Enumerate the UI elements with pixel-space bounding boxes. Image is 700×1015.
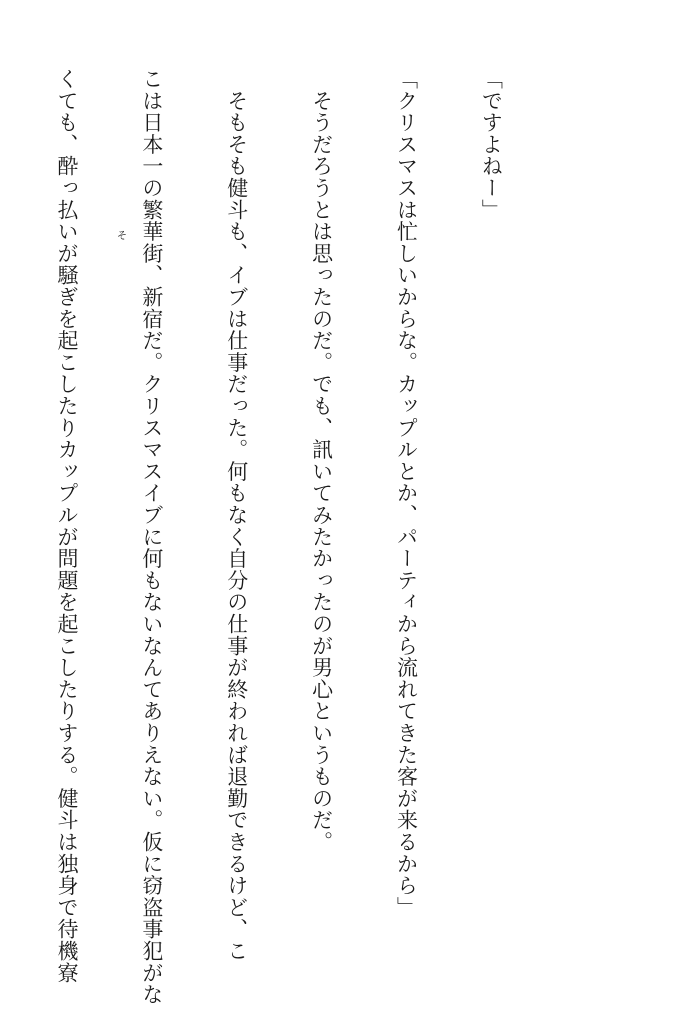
text-line-4: そもそも健斗も、イブは仕事だった。何もなく自分の仕事が終われば退勤できるけど、こ [224,68,249,962]
text-line-6: くても、酔っ払いが騒ぎを起こしたりカップルが問題を起こしたりする。健斗は独身で待機寮 [54,68,79,984]
ruby-annotation: そ [117,231,127,242]
text-line-3: そうだろうとは思ったのだ。でも、訊いてみたかったのが男心というものだ。 [309,68,334,853]
text-line-2: 「クリスマスは忙しいからな。カップルとか、パーティから流れてきた客が来るから」 [394,68,419,919]
vertical-text-block [0,68,562,1006]
text-line-5: こは日本一の繁華街、新宿だ。クリスマスイブに何もないなんてありえない。仮に窃盗事犯がな [139,68,164,1006]
text-line-1: 「ですよねー」 [479,68,504,221]
